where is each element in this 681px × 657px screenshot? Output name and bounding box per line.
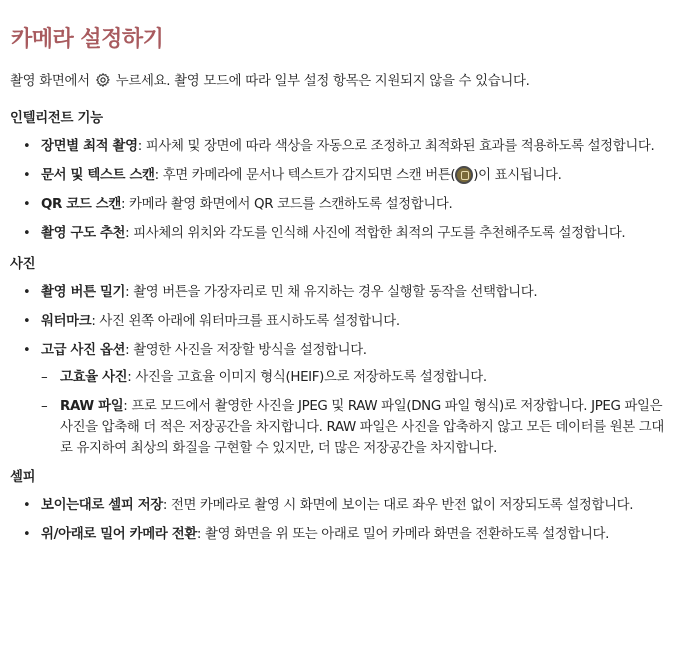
item-desc: : 촬영 화면을 위 또는 아래로 밀어 카메라 화면을 전환하도록 설정합니다. [196, 527, 610, 542]
item-desc: : 카메라 촬영 화면에서 QR 코드를 스캔하도록 설정합니다. [120, 197, 453, 212]
item-desc: : 피사체 및 장면에 따라 색상을 자동으로 조정하고 최적화된 효과를 적용하도록 설정합니다. [137, 139, 655, 154]
list-item [10, 311, 671, 332]
section-heading-intelligent: 인텔리전트 기능 [10, 111, 103, 126]
item-desc: : 촬영한 사진을 저장할 방식을 설정합니다. [125, 343, 367, 358]
sub-list-item [41, 367, 671, 388]
section-heading-selfie: 셀피 [10, 470, 36, 485]
item-term: 촬영 버튼 밀기 [41, 285, 126, 300]
sub-item-desc: : 프로 모드에서 촬영한 사진을 JPEG 및 RAW 파일(DNG 파일 형식)로 저장합니다. JPEG 파일은 사진을 압축해 더 적은 저장공간을 차지합니다. RAW 파일은 사진을 압축하지 않고 모든 데이터를 원본 그대로 유지하여 최상의 화질을 구현할 수 있지만, 더 많은 저장공간을 차지합니다. [60, 399, 664, 456]
gear-icon [95, 72, 111, 88]
item-desc: : 후면 카메라에 문서나 텍스트가 감지되면 스캔 버튼( [154, 168, 456, 183]
selfie-list [10, 495, 671, 545]
item-desc-after: )이 표시됩니다. [473, 168, 562, 183]
page-title: 카메라 설정하기 [11, 27, 164, 52]
list-item [10, 495, 671, 516]
photo-list [10, 282, 671, 459]
sub-list [41, 367, 671, 459]
list-item [10, 340, 671, 459]
item-desc: : 전면 카메라로 촬영 시 화면에 보이는 대로 좌우 반전 없이 저장되도록 설정합니다. [162, 498, 634, 513]
section-heading-photo: 사진 [10, 257, 36, 272]
intro-text [10, 72, 671, 91]
list-item [10, 194, 671, 215]
intro-after: 누르세요. 촬영 모드에 따라 일부 설정 항목은 지원되지 않을 수 있습니다. [115, 74, 530, 89]
item-term: 워터마크 [41, 314, 92, 329]
intelligent-list [10, 136, 671, 244]
item-term: 촬영 구도 추천 [41, 226, 126, 241]
item-term: QR 코드 스캔 [41, 197, 121, 212]
item-term: 문서 및 텍스트 스캔 [41, 168, 155, 183]
item-term: 고급 사진 옵션 [41, 343, 126, 358]
sub-item-term: 고효율 사진 [60, 370, 128, 385]
item-desc: : 촬영 버튼을 가장자리로 민 채 유지하는 경우 실행할 동작을 선택합니다. [125, 285, 538, 300]
scan-button-icon [455, 166, 473, 184]
sub-item-term: RAW 파일 [60, 399, 124, 414]
item-term: 위/아래로 밀어 카메라 전환 [41, 527, 197, 542]
item-desc: : 사진 왼쪽 아래에 워터마크를 표시하도록 설정합니다. [91, 314, 400, 329]
item-desc: : 피사체의 위치와 각도를 인식해 사진에 적합한 최적의 구도를 추천해주도록 설정합니다. [125, 226, 626, 241]
item-term: 장면별 최적 촬영 [41, 139, 138, 154]
sub-list-item [41, 396, 671, 459]
sub-item-desc: : 사진을 고효율 이미지 형식(HEIF)으로 저장하도록 설정합니다. [127, 370, 487, 385]
list-item [10, 223, 671, 244]
item-term: 보이는대로 셀피 저장 [41, 498, 163, 513]
list-item [10, 136, 671, 157]
list-item [10, 524, 671, 545]
intro-before: 촬영 화면에서 [10, 74, 90, 89]
list-item [10, 165, 671, 186]
list-item [10, 282, 671, 303]
